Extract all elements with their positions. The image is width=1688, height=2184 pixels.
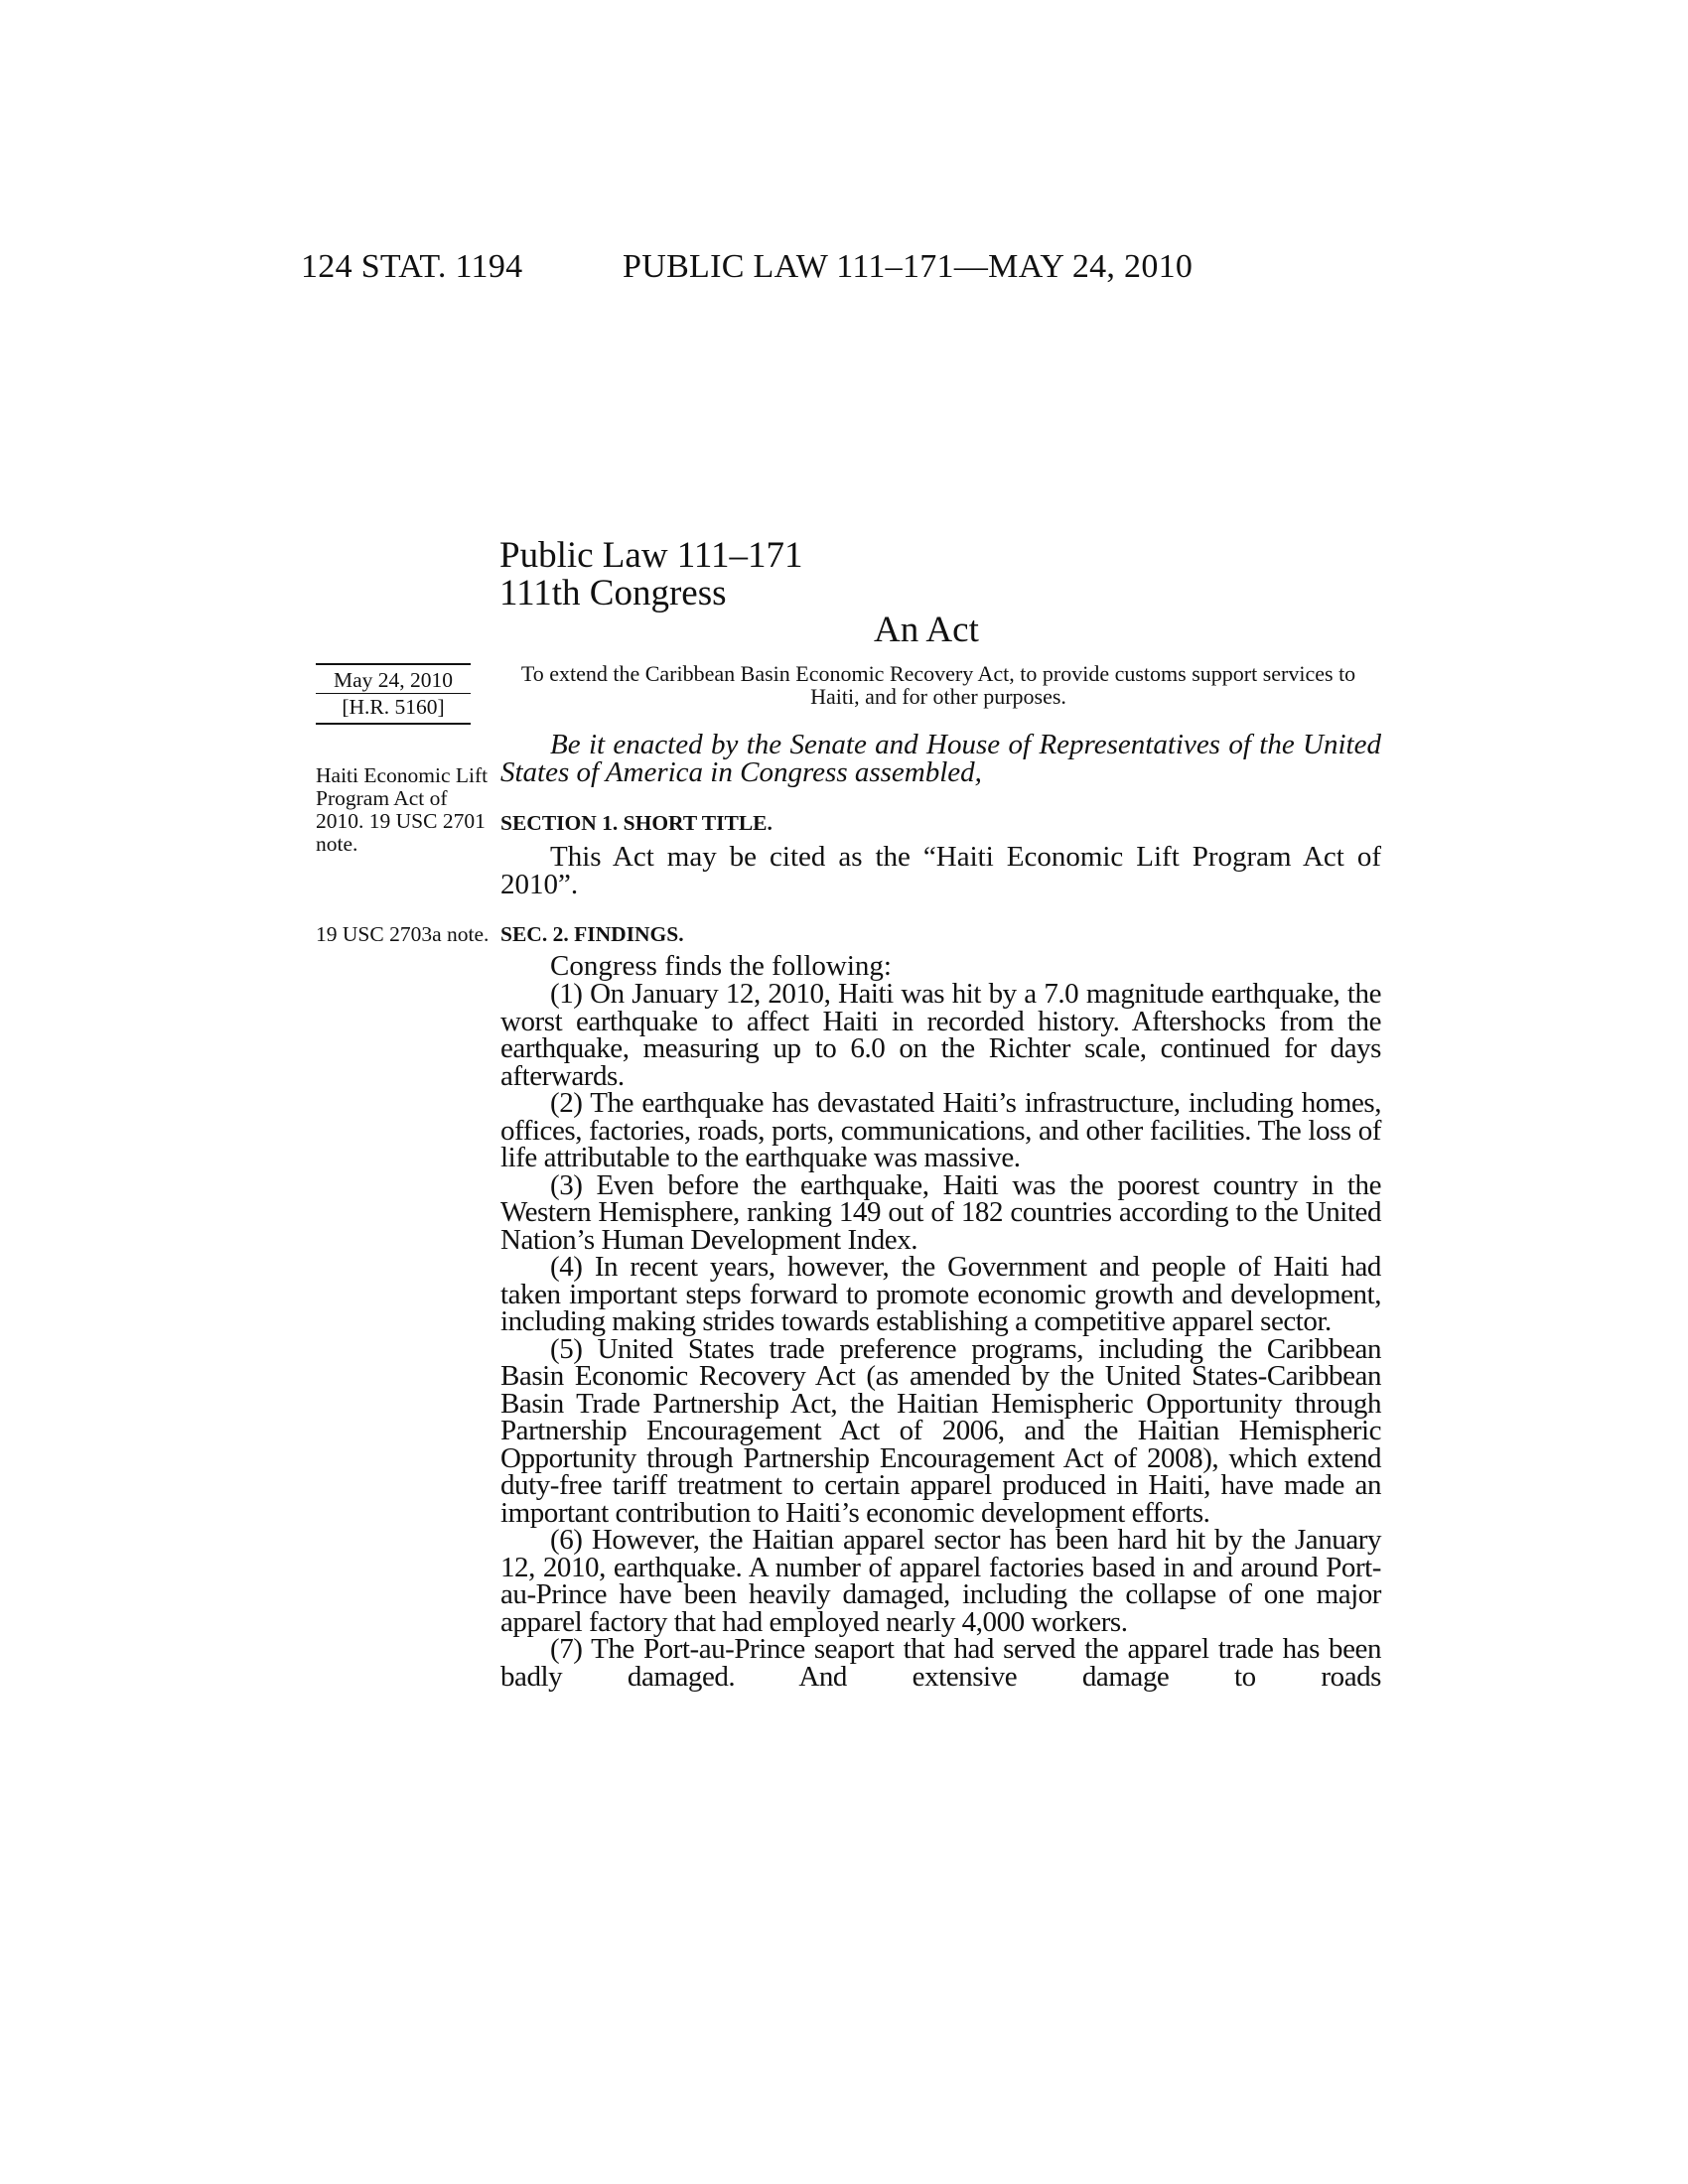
- margin-note-findings: 19 USC 2703a note.: [316, 922, 490, 946]
- enactment-date: May 24, 2010: [333, 668, 454, 692]
- page-header-law: PUBLIC LAW 111–171—MAY 24, 2010: [623, 248, 1194, 285]
- finding-item: (5) United States trade preference programs, including the Caribbean Basin Economic Recovery Act (as amended by the United States-Caribbean Basin Trade Partnership Act, the Haitian Hemispheric Opportunity through Partnership Encouragement Act of 2006, and the Haitian Hemispheric Opportunity through Partnership Encouragement Act of 2008), which extend duty-free tariff treatment to certain apparel produced in Haiti, have made an important contribution to Haiti’s economic development efforts.: [500, 1332, 1381, 1529]
- enacting-clause: Be it enacted by the Senate and House of Representatives of the United States of America in Congress assembled,: [500, 729, 1381, 788]
- finding-item: (6) However, the Haitian apparel sector has been hard hit by the January 12, 2010, earthquake. A number of apparel factories based in and around Port-au-Prince have been heavily damaged, including the collapse of one major apparel factory that had employed nearly 4,000 workers.: [500, 1524, 1381, 1638]
- an-act-heading: An Act: [874, 610, 979, 650]
- enactment-date-box: [316, 663, 471, 725]
- finding-item: (7) The Port-au-Prince seaport that had served the apparel trade has been badly damaged. And extensive damage to roads: [500, 1633, 1381, 1693]
- bill-number: [H.R. 5160]: [316, 693, 471, 720]
- finding-item: (3) Even before the earthquake, Haiti was the poorest country in the Western Hemisphere, ranking 149 out of 182 countries according to the United Nation’s Human Development Index.: [500, 1168, 1381, 1256]
- section-1-body: This Act may be cited as the “Haiti Economic Lift Program Act of 2010”.: [500, 841, 1381, 900]
- finding-item: (4) In recent years, however, the Government and people of Haiti had taken important steps forward to promote economic growth and development, including making strides towards establishing a competitive apparel sector.: [500, 1251, 1381, 1337]
- margin-note-short-title: Haiti Economic Lift Program Act of 2010. 19 USC 2701 note.: [316, 763, 489, 856]
- law-number: Public Law 111–171: [499, 535, 803, 576]
- section-2-heading: SEC. 2. FINDINGS.: [500, 922, 684, 946]
- findings-list: [500, 978, 1381, 1693]
- congress-number: 111th Congress: [499, 573, 727, 614]
- finding-item: (1) On January 12, 2010, Haiti was hit by a 7.0 magnitude earthquake, the worst earthquake to affect Haiti in recorded history. Aftershocks from the earthquake, measuring up to 6.0 on the Richter scale, continued for days afterwards.: [500, 978, 1381, 1092]
- page-header-stat: 124 STAT. 1194: [301, 248, 523, 285]
- section-2-intro: Congress finds the following:: [550, 950, 892, 982]
- finding-item: (2) The earthquake has devastated Haiti’s infrastructure, including homes, offices, factories, roads, ports, communications, and other facilities. The loss of life attributable to the earthquake was massive.: [500, 1087, 1381, 1173]
- section-1-heading: SECTION 1. SHORT TITLE.: [500, 811, 773, 835]
- act-purpose: To extend the Caribbean Basin Economic Recovery Act, to provide customs support services to Haiti, and for other purposes.: [520, 661, 1356, 709]
